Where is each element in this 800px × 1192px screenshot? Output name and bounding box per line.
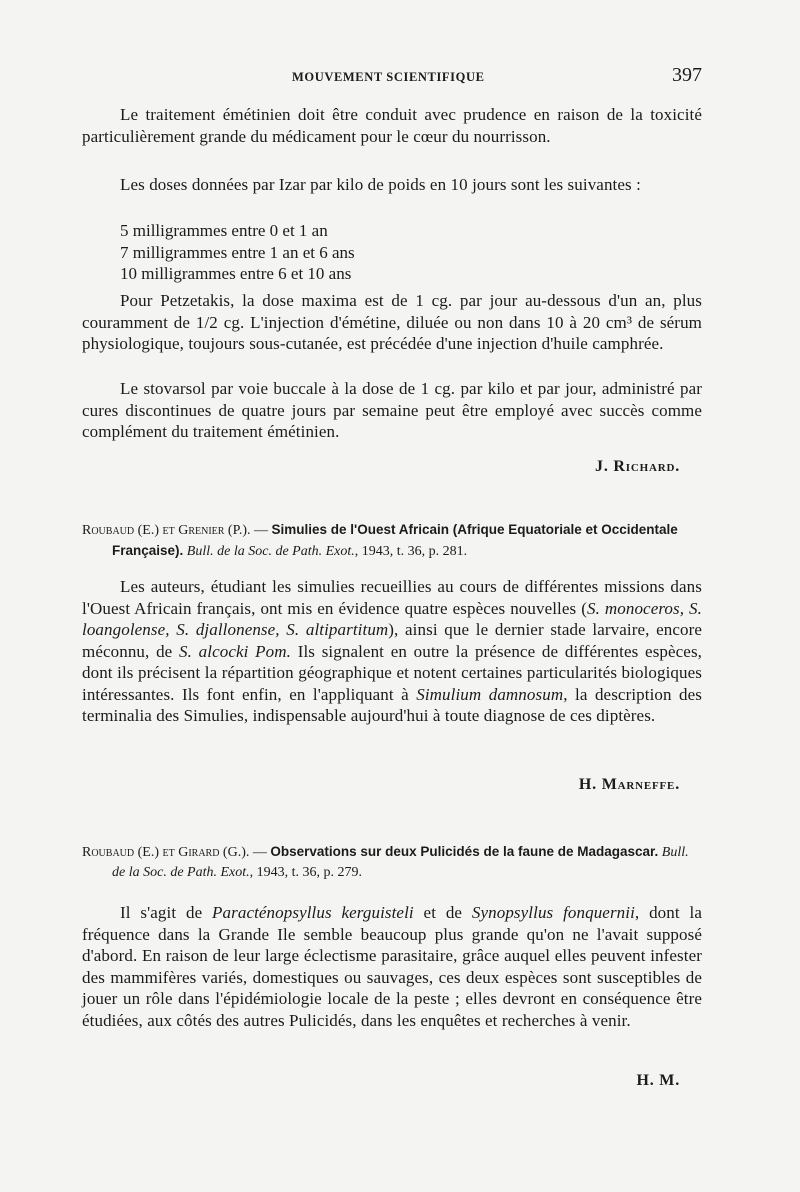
reference-pulicides: Roubaud (E.) et Girard (G.). — Observations sur deux Pulicidés de la faune de Madagascar. Bull. de la Soc. de Path. Exot., 1943, t. 36, p. 279. <box>82 844 689 880</box>
reference-journal: Bull. de la Soc. de Path. Exot. <box>112 845 689 880</box>
running-head: MOUVEMENT SCIENTIFIQUE <box>292 70 485 84</box>
signature-marneffe: H. Marneffe. <box>578 776 680 793</box>
page-number: 397 <box>672 64 702 86</box>
paragraph-emetine-caution: Le traitement émétinien doit être conduit avec prudence en raison de la toxicité particulièrement grande du médicament pour le cœur du nourrisson. <box>82 105 702 146</box>
dose-item: 7 milligrammes entre 1 an et 6 ans <box>120 242 355 262</box>
reference-authors: Roubaud (E.) et Girard (G.). <box>82 845 250 860</box>
species-fonquernii: Synopsyllus fonquernii <box>471 903 635 922</box>
paragraph-izar-doses: Les doses données par Izar par kilo de poids en 10 jours sont les suivantes : <box>120 175 641 194</box>
signature-hm: H. M. <box>636 1072 680 1089</box>
reference-simulies: Roubaud (E.) et Grenier (P.). — Simulies de l'Ouest Africain (Afrique Equatoriale et Occidentale Française). Bull. de la Soc. de Path. Exot., 1943, t. 36, p. 281. <box>82 522 678 559</box>
paragraph-simulies-summary: Les auteurs, étudiant les simulies recueillies au cours de différentes missions dans l'Ouest Africain français, ont mis en évidence quatre espèces nouvelles (S. monoceros, S. loangolense, S. djallonense, S. altipartitum), ainsi que le dernier stade larvaire, encore méconnu, de S. alcocki Pom. Ils signalent en outre la présence de différentes espèces, dont ils précisent la répartition géographique et notent certaines particularités biologiques intéressantes. Ils font enfin, en l'appliquant à Simulium damnosum, la description des terminalia des Simulies, indispensable aujourd'hui à toute diagnose de ces diptères. <box>82 577 703 725</box>
paragraph-stovarsol: Le stovarsol par voie buccale à la dose de 1 cg. par kilo et par jour, administré par cures discontinues de quatre jours par semaine peut être employé avec succès comme complément du traitement émétinien. <box>82 379 702 441</box>
reference-details: , 1943, t. 36, p. 279. <box>249 865 363 880</box>
reference-title: Simulies de l'Ouest Africain (Afrique Equatoriale et Occidentale Française). <box>112 522 678 558</box>
reference-authors: Roubaud (E.) et Grenier (P.). <box>82 523 251 538</box>
page-header <box>82 64 702 94</box>
dose-item: 10 milligrammes entre 6 et 10 ans <box>120 264 352 283</box>
reference-title: Observations sur deux Pulicidés de la faune de Madagascar. <box>270 844 659 859</box>
species-alcocki: S. alcocki Pom. <box>179 641 291 661</box>
species-list: S. monoceros, S. loangolense, S. djallonense, S. altipartitum <box>82 598 702 639</box>
paragraph-petzetakis: Pour Petzetakis, la dose maxima est de 1 cg. par jour au-dessous d'un an, plus couramment de 1/2 cg. L'injection d'émétine, diluée ou non dans 10 à 20 cm³ de sérum physiologique, toujours sous-cutanée, est précédée d'une injection d'huile camphrée. <box>82 291 702 353</box>
species-kerguisteli: Paracténopsyllus kerguisteli <box>212 903 414 922</box>
paragraph-pulicides-summary: Il s'agit de Paracténopsyllus kerguisteli et de Synopsyllus fonquernii, dont la fréquence dans la Grande Ile semble beaucoup plus grande qu'on ne l'avait supposé d'abord. En raison de leur large éclectisme parasitaire, grâce auquel elles peuvent infester des mammifères variés, domestiques ou sauvages, ces deux espèces sont susceptibles de jouer un rôle dans l'épidémiologie locale de la peste ; elles devront en conséquence être étudiées, aux côtés des autres Pulicidés, dans les enquêtes et recherches à venir. <box>82 903 702 1030</box>
dose-item: 5 milligrammes entre 0 et 1 an <box>120 221 328 240</box>
dose-list <box>120 220 355 285</box>
species-damnosum: Simulium damnosum <box>416 684 564 704</box>
reference-details: , 1943, t. 36, p. 281. <box>354 544 468 559</box>
signature-richard: J. Richard. <box>595 458 680 475</box>
reference-journal: Bull. de la Soc. de Path. Exot. <box>183 544 355 559</box>
